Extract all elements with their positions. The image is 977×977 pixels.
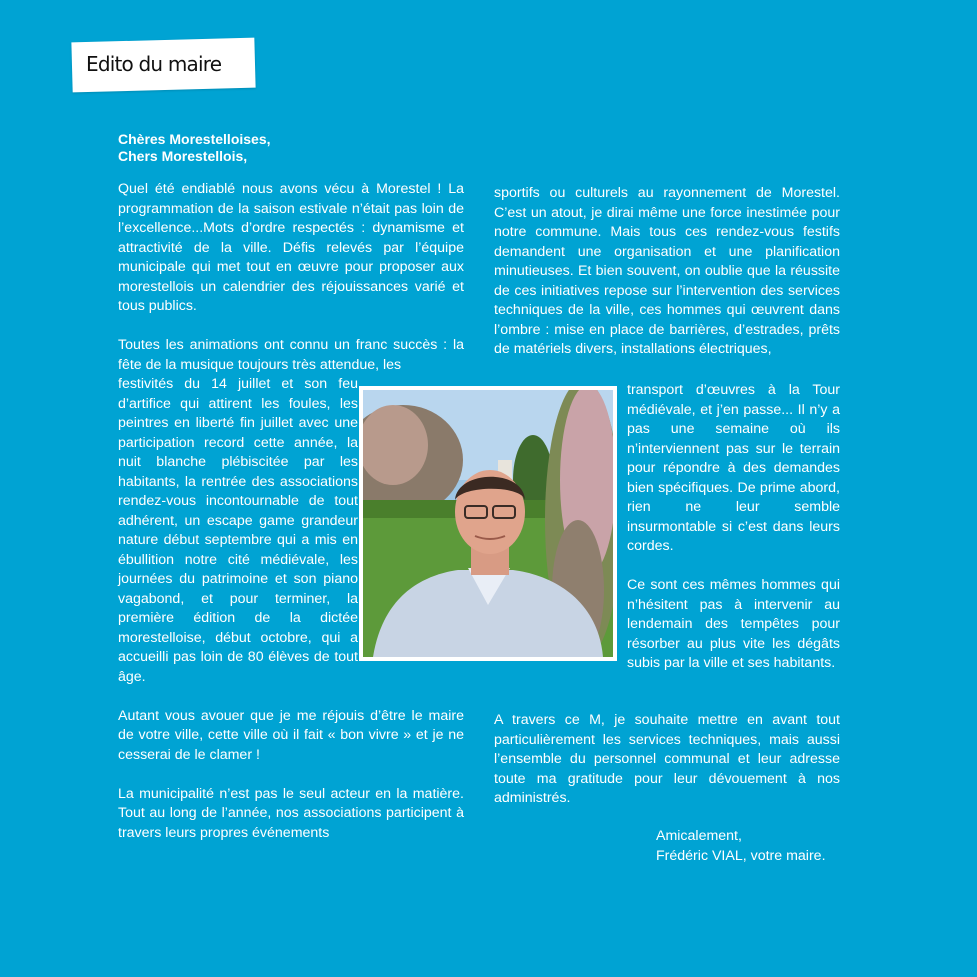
closing: Amicalement, (656, 828, 742, 844)
paragraph-animations-wrapped: festivités du 14 juillet et son feu d’artifice qui attirent les foules, les peintres en liberté fin juillet avec une participation record cette année, la nuit blanche plébiscitée par les habitants, la rentrée des associations rendez-vous incontournable de tout adhérent, un escape game grandeur nature début septembre qui a mis en ébullition notre cité médiévale, les journées du patrimoine et son piano vagabond, et pour terminer, la première édition de la dictée morestelloise, début octobre, qui a accueilli pas loin de 80 élèves de tout âge. (118, 376, 358, 685)
column-2-top (494, 184, 840, 360)
paragraph-associations: La municipalité n’est pas le seul acteur en la matière. Tout au long de l’année, nos associations participent à travers leurs propres événements (118, 785, 464, 841)
column-2-bottom (494, 711, 840, 809)
paragraph-storms: Ce sont ces mêmes hommes qui n’hésitent pas à intervenir au lendemain des tempêtes pour résorber au plus vite les dégâts subis par la ville et ses habitants. (627, 577, 840, 671)
greeting-line-2: Chers Morestellois, (118, 148, 248, 164)
paragraph-mayor: Autant vous avouer que je me réjouis d’être le maire de votre ville, cette ville où il fait « bon vivre » et je ne cesserai de le clamer ! (118, 707, 464, 763)
signature: Frédéric VIAL, votre maire. (656, 847, 826, 864)
mayor-portrait-illustration (363, 390, 613, 657)
paragraph-services-top: sportifs ou culturels au rayonnement de Morestel. C’est un atout, je dirai même une force inestimée pour notre commune. Mais tous ces rendez-vous festifs demandent une organisation et une planification minutieuses. Et bien souvent, on oublie que la réussite de ces initiatives repose sur l’intervention des services techniques de la ville, ces hommes qui œuvrent dans l’ombre : mise en place de barrières, d’estrades, prêts de matériels divers, installations électriques, (494, 185, 840, 357)
column-2-side (627, 381, 840, 674)
mayor-photo (359, 386, 617, 661)
paragraph-intro: Quel été endiablé nous avons vécu à Morestel ! La programmation de la saison estivale n’était pas loin de l’excellence...Mots d’ordre respectés : dynamisme et attractivité de la ville. Défis relevés par l’équipe municipale qui met tout en œuvre pour proposer aux morestellois un calendrier des réjouissances varié et tous publics. (118, 181, 464, 314)
paragraph-services-side: transport d’œuvres à la Tour médiévale, et j’en passe... Il n’y a pas une semaine où ils n’interviennent pas sur le terrain pour répondre à des demandes bien spécifiques. De prime abord, rien ne leur semble insurmontable si c’est dans leurs cordes. (627, 382, 840, 554)
paragraph-animations-intro: Toutes les animations ont connu un franc succès : la fête de la musique toujours très attendue, les (118, 337, 464, 373)
page-title: Edito du maire (86, 52, 222, 76)
signoff (656, 827, 826, 866)
greeting (118, 131, 271, 165)
greeting-line-1: Chères Morestelloises, (118, 131, 271, 147)
paragraph-gratitude: A travers ce M, je souhaite mettre en avant tout particulièrement les services techniques, mais aussi l’ensemble du personnel communal et leur adresse toute ma gratitude pour leur dévouement à nos administrés. (494, 712, 840, 806)
